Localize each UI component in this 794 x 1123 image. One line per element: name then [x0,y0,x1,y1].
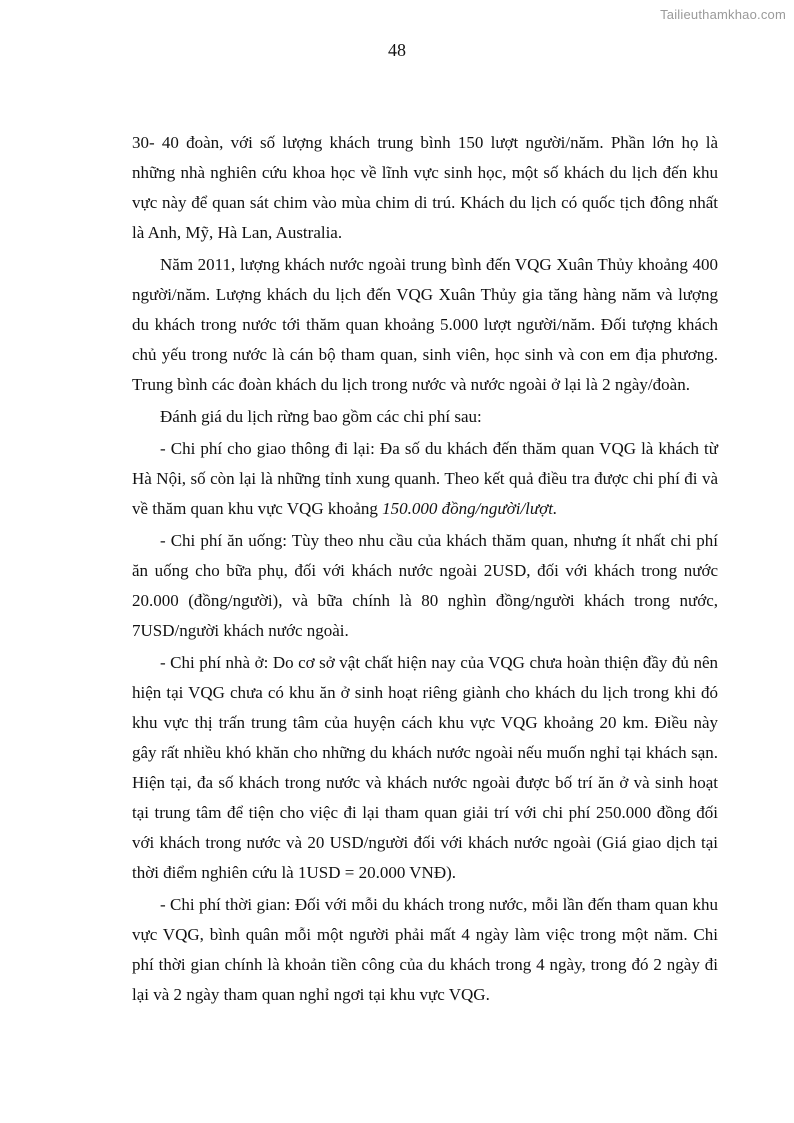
document-body [132,128,718,1010]
paragraph-time-cost: - Chi phí thời gian: Đối với mỗi du khách trong nước, mỗi lần đến tham quan khu vực VQG, bình quân mỗi một người phải mất 4 ngày làm việc trong một năm. Chi phí thời gian chính là khoản tiền công của du khách trong 4 ngày, trong đó 2 ngày đi lại và 2 ngày tham quan nghỉ ngơi tại khu vực VQG. [132,895,718,1004]
transport-cost-text: - Chi phí cho giao thông đi lại: Đa số du khách đến thăm quan VQG là khách từ Hà Nội, số còn lại là những tỉnh xung quanh. Theo kết quả điều tra được chi phí đi và về thăm quan khu vực VQG khoảng [132,439,718,518]
transport-cost-value: 150.000 đồng/người/lượt. [382,499,558,518]
paragraph-cost-intro: Đánh giá du lịch rừng bao gồm các chi phí sau: [160,407,482,426]
paragraph-visitor-groups: 30- 40 đoàn, với số lượng khách trung bình 150 lượt người/năm. Phần lớn họ là những nhà nghiên cứu khoa học về lĩnh vực sinh học, một số khách du lịch đến khu vực này để quan sát chim vào mùa chim di trú. Khách du lịch có quốc tịch đông nhất là Anh, Mỹ, Hà Lan, Australia. [132,133,718,242]
paragraph-accommodation-cost: - Chi phí nhà ở: Do cơ sở vật chất hiện nay của VQG chưa hoàn thiện đầy đủ nên hiện tại VQG chưa có khu ăn ở sinh hoạt riêng giành cho khách du lịch trong khi đó khu vực thị trấn trung tâm của huyện cách khu vực VQG khoảng 20 km. Điều này gây rất nhiều khó khăn cho những du khách nước ngoài nếu muốn nghỉ tại khách sạn. Hiện tại, đa số khách trong nước và khách nước ngoài được bố trí ăn ở và sinh hoạt tại trung tâm để tiện cho việc đi lại tham quan giải trí với chi phí 250.000 đồng đối với khách trong nước và 20 USD/người đối với khách nước ngoài (Giá giao dịch tại thời điểm nghiên cứu là 1USD = 20.000 VNĐ). [132,653,718,882]
page-number: 48 [388,40,406,60]
watermark: Tailieuthamkhao.com [660,7,786,22]
paragraph-visitor-numbers-2011: Năm 2011, lượng khách nước ngoài trung bình đến VQG Xuân Thủy khoảng 400 người/năm. Lượng khách du lịch đến VQG Xuân Thủy gia tăng hàng năm và lượng du khách trong nước tới thăm quan khoảng 5.000 lượt người/năm. Đối tượng khách chủ yếu trong nước là cán bộ tham quan, sinh viên, học sinh và con em địa phương. Trung bình các đoàn khách du lịch trong nước và nước ngoài ở lại là 2 ngày/đoàn. [132,255,718,394]
paragraph-transport-cost [132,434,718,524]
paragraph-food-cost: - Chi phí ăn uống: Tùy theo nhu cầu của khách thăm quan, nhưng ít nhất chi phí ăn uống cho bữa phụ, đối với khách nước ngoài 2USD, đối với khách trong nước 20.000 (đồng/người), và bữa chính là 80 nghìn đồng/người khách trong nước, 7USD/người khách nước ngoài. [132,531,718,640]
